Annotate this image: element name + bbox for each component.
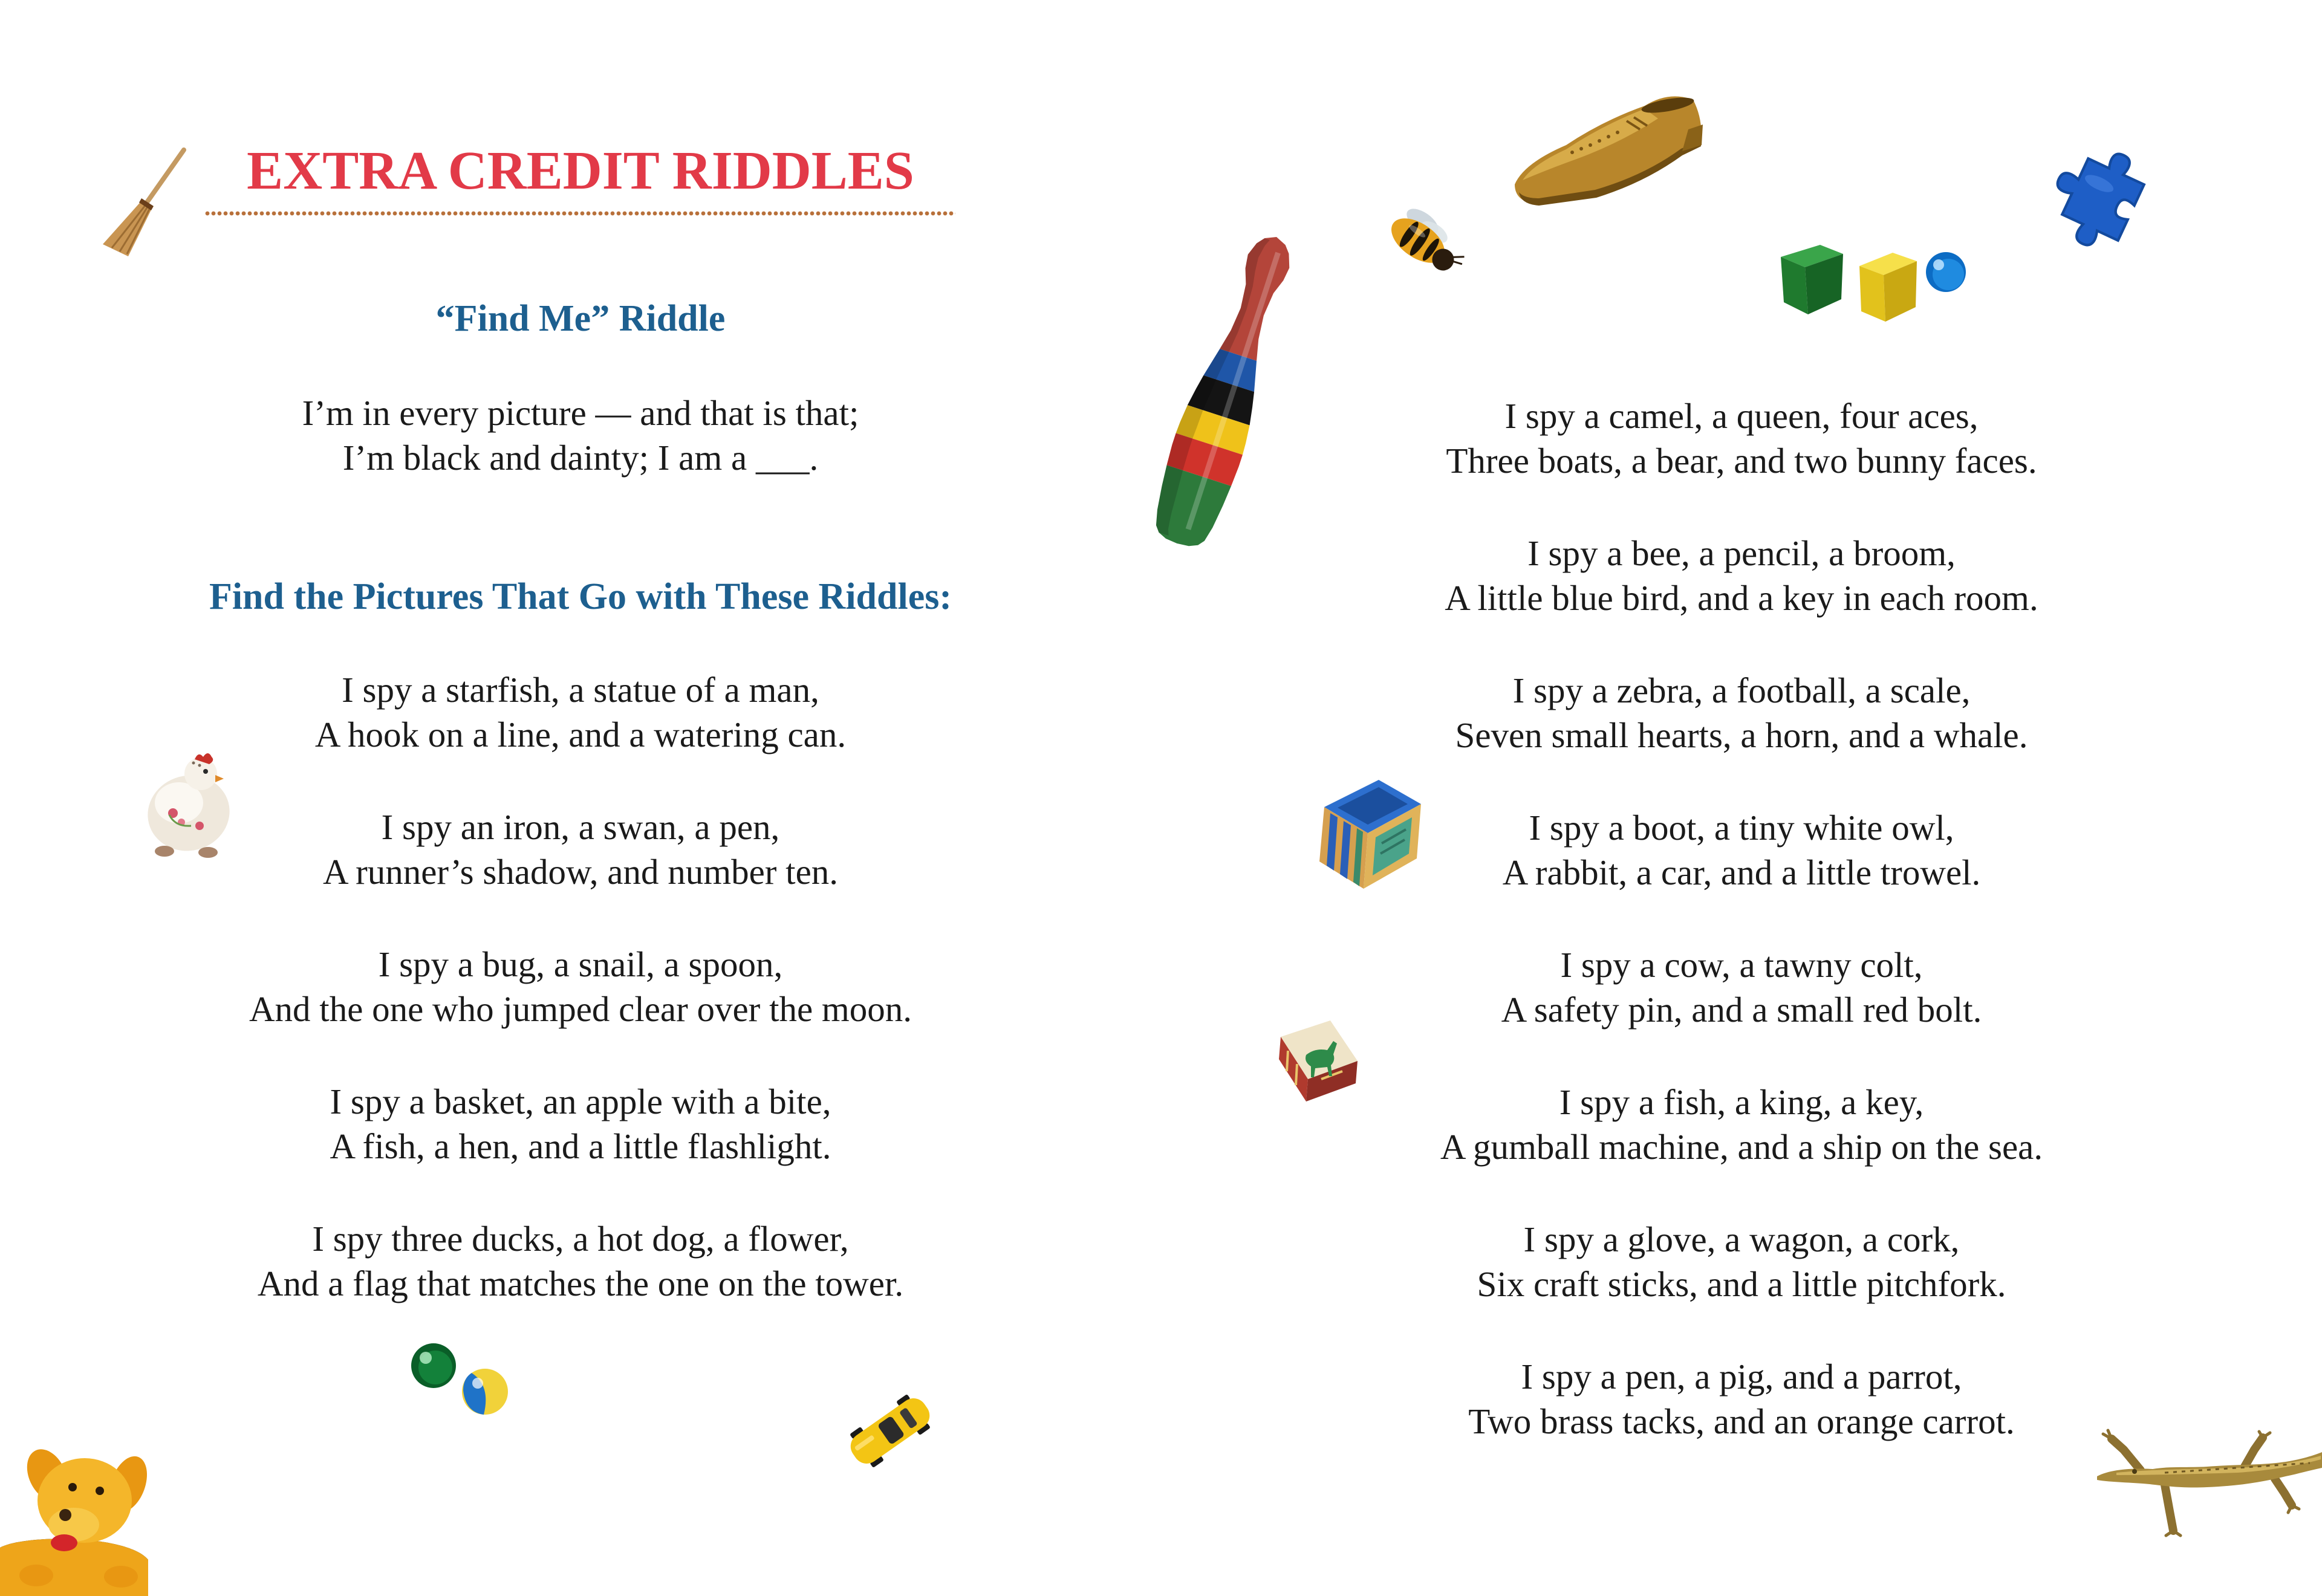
- riddle-line: A gumball machine, and a ship on the sea.: [1440, 1127, 2043, 1167]
- riddle-stanza: [1501, 942, 1982, 1032]
- riddle-line: A hook on a line, and a watering can.: [314, 715, 847, 754]
- riddle-stanza: [1445, 531, 2038, 620]
- riddle-line: Three boats, a bear, and two bunny faces.: [1446, 441, 2037, 481]
- riddle-line: I spy a bug, a snail, a spoon,: [378, 944, 783, 984]
- riddle-line: I spy a bee, a pencil, a broom,: [1527, 533, 1956, 573]
- riddle-line: I’m in every picture — and that is that;: [302, 393, 859, 433]
- riddle-stanza: [330, 1079, 831, 1169]
- riddle-line: A rabbit, a car, and a little trowel.: [1502, 852, 1981, 892]
- riddle-line: I spy a cow, a tawny colt,: [1560, 945, 1923, 985]
- riddle-stanza: [1446, 394, 2037, 483]
- riddle-line: And the one who jumped clear over the moon.: [249, 989, 912, 1029]
- riddle-stanza: [1440, 1080, 2043, 1169]
- riddle-line: And a flag that matches the one on the tower.: [257, 1264, 904, 1303]
- riddle-line: I spy a glove, a wagon, a cork,: [1523, 1219, 1960, 1259]
- riddle-stanza: [323, 805, 838, 894]
- riddle-line: A fish, a hen, and a little flashlight.: [330, 1126, 831, 1166]
- riddle-line: I spy three ducks, a hot dog, a flower,: [312, 1219, 849, 1259]
- riddle-line: Six craft sticks, and a little pitchfork.: [1477, 1264, 2006, 1304]
- left-riddle-list: [0, 667, 1161, 1306]
- riddle-line: I’m black and dainty; I am a ___.: [342, 438, 819, 478]
- riddle-stanza: [249, 942, 912, 1031]
- find-me-riddle: [0, 391, 1161, 480]
- riddle-line: A little blue bird, and a key in each room.: [1445, 578, 2038, 618]
- riddle-line: I spy a zebra, a football, a scale,: [1512, 670, 1971, 710]
- riddle-stanza: [1477, 1217, 2006, 1306]
- right-page: [1161, 0, 2322, 1596]
- dotted-divider: [204, 211, 955, 216]
- riddle-line: Two brass tacks, and an orange carrot.: [1468, 1401, 2015, 1441]
- riddle-line: I spy a fish, a king, a key,: [1559, 1082, 1924, 1122]
- riddle-line: Seven small hearts, a horn, and a whale.: [1455, 715, 2028, 755]
- riddle-stanza: [1455, 668, 2028, 757]
- riddle-line: I spy a basket, an apple with a bite,: [330, 1082, 831, 1121]
- riddle-line: I spy a starfish, a statue of a man,: [342, 670, 819, 710]
- riddle-line: A safety pin, and a small red bolt.: [1501, 990, 1982, 1030]
- find-me-heading: “Find Me” Riddle: [435, 298, 726, 339]
- riddle-stanza: [1503, 805, 1981, 895]
- right-riddle-list: [1161, 394, 2322, 1444]
- riddle-stanza: [315, 667, 846, 757]
- riddle-line: I spy a pen, a pig, and a parrot,: [1521, 1357, 1962, 1396]
- riddle-line: I spy a camel, a queen, four aces,: [1504, 396, 1979, 436]
- riddle-line: A runner’s shadow, and number ten.: [322, 852, 839, 892]
- page-title: EXTRA CREDIT RIDDLES: [247, 141, 914, 201]
- pictures-heading: Find the Pictures That Go with These Riddles:: [209, 576, 952, 617]
- riddle-line: I spy an iron, a swan, a pen,: [381, 807, 780, 847]
- riddle-line: I spy a boot, a tiny white owl,: [1529, 808, 1954, 848]
- riddle-stanza: [1468, 1354, 2014, 1444]
- riddle-stanza: [258, 1216, 903, 1306]
